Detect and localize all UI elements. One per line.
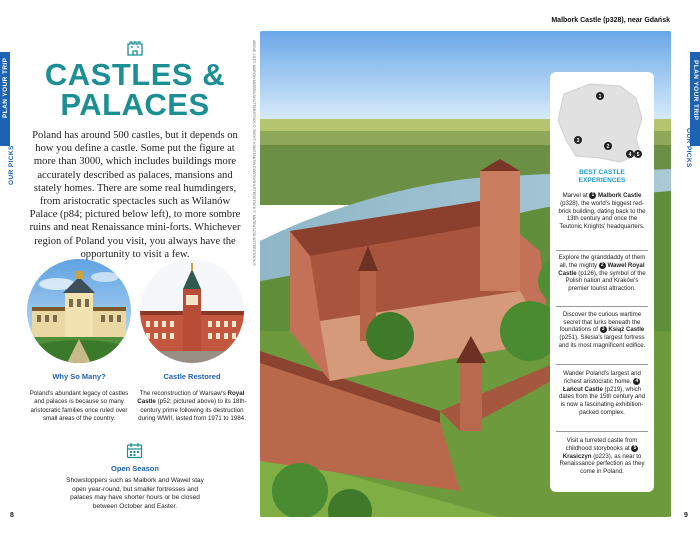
castle-entry-krasiczyn <box>556 437 648 476</box>
open-season-text: Showstoppers such as Malbork and Wawel stay open year-round, but smaller fortresses and palaces may have shorter hours or be closed between October and Easter. <box>66 477 204 510</box>
wilanow-palace-photo <box>27 259 131 363</box>
panel-heading-line1: BEST CASTLE <box>579 169 625 176</box>
castle-restored-heading: Castle Restored <box>163 372 221 381</box>
panel-divider <box>556 431 648 432</box>
intro-paragraph: Poland has around 500 castles, but it depends on how you define a castle. Some put the figure at more than 3000, which includes buildings more accurately described as palaces, mansions and stately homes. There are some real humdingers, from aristocratic spectacles such as Wilanów Palace (p84; pictured below left), to more sombre ruins and neat Renaissance mini-forts. Whichever region of Poland you visit, you always have the opportunity to visit a few. <box>29 130 241 260</box>
title-line2: PALACES <box>60 87 210 122</box>
entry-2-name: Wawel Royal Castle <box>558 261 645 277</box>
sidebar-left-secondary: OUR PICKS <box>8 145 15 185</box>
panel-divider <box>556 250 648 251</box>
castle-restored-text-post: (p52; pictured above) to its 18th-century prime following its destruction during WWII, lasted from 1971 to 1984. <box>138 398 247 423</box>
entry-5-post: (p223), as near to Renaissance perfection as they come in Poland. <box>559 452 645 475</box>
sidebar-right-secondary: OUR PICKS <box>685 128 692 168</box>
why-so-many-text: Poland's abundant legacy of castles and palaces is because so many aristocratic families once ruled over small areas of the country. <box>29 390 129 423</box>
entry-2-number: 2 <box>599 262 606 269</box>
best-castle-panel <box>550 72 654 492</box>
open-season-heading: Open Season <box>111 464 159 473</box>
photo-credit: ABOVE: LEFT: MARCIN MIZERA/SHUTTERSTOCK ©, RIGHT: KONSTANTIN DORTO/SHUTTERSTOCK ©, MATEUSZ/SHUTTERSTOCK © <box>252 40 256 266</box>
entry-3-post: (p251), Silesia's largest fortress and its most magnificent edifice. <box>558 334 646 349</box>
entry-4-post: (p219), which dates from the 15th century and is now a fascinating exhibition-packed complex. <box>558 385 646 416</box>
entry-2-pre: Explore the granddaddy of them all, the mighty <box>558 254 646 269</box>
title-line1: CASTLES & <box>44 57 226 92</box>
castle-icon <box>126 38 144 56</box>
map-marker-2: 2 <box>606 144 610 150</box>
castle-entry-wawel <box>556 254 648 293</box>
calendar-icon <box>126 442 143 459</box>
castle-entry-lancut <box>556 370 648 416</box>
royal-castle-name: Royal Castle <box>137 390 245 406</box>
entry-2-post: (p126), the symbol of the Polish nation and Kraków's premier tourist attraction. <box>565 269 646 292</box>
entry-4-pre: Wander Poland's largest and richest aristocratic home, <box>563 370 641 385</box>
royal-castle-photo <box>140 259 244 363</box>
map-marker-1: 1 <box>598 94 602 100</box>
entry-4-name: Łańcut Castle <box>562 385 603 393</box>
sidebar-left-primary: PLAN YOUR TRIP <box>2 57 9 118</box>
castle-restored-text <box>135 390 249 424</box>
entry-1-name: Malbork Castle <box>598 192 642 200</box>
page-number-left: 8 <box>10 512 14 519</box>
entry-4-number: 4 <box>633 378 640 385</box>
entry-1-number: 1 <box>589 192 596 199</box>
map-marker-5: 5 <box>636 152 640 158</box>
panel-heading-line2: EXPERIENCES <box>578 177 626 184</box>
castle-entry-malbork <box>556 192 648 231</box>
map-marker-3: 3 <box>576 138 580 144</box>
panel-heading <box>550 169 654 185</box>
entry-5-pre: Visit a turreted castle from childhood storybooks at <box>565 437 638 452</box>
entry-3-pre: Discover the curious wartime secret that lurks beneath the foundations of <box>559 311 642 334</box>
why-so-many-heading: Why So Many? <box>52 372 106 381</box>
sidebar-right-primary: PLAN YOUR TRIP <box>692 60 699 121</box>
entry-5-name: Krasiczyn <box>562 452 592 460</box>
entry-1-post: (p328), the world's biggest red-brick building, dating back to the 13th century and once the Teutonic Knights' headquarters. <box>558 199 646 230</box>
entry-3-number: 3 <box>600 326 607 333</box>
entry-5-number: 5 <box>631 445 638 452</box>
castle-entry-ksiaz <box>556 311 648 350</box>
poland-map <box>550 74 654 169</box>
page-title <box>30 57 240 122</box>
map-marker-4: 4 <box>628 152 632 158</box>
entry-3-name: Książ Castle <box>608 326 645 334</box>
entry-1-pre: Marvel at <box>562 192 590 200</box>
panel-divider <box>556 364 648 365</box>
panel-divider <box>556 306 648 307</box>
page-number-right: 9 <box>684 512 688 519</box>
castle-restored-text-pre: The reconstruction of Warsaw's <box>139 390 228 397</box>
photo-caption: Malbork Castle (p328), near Gdańsk <box>551 17 670 24</box>
